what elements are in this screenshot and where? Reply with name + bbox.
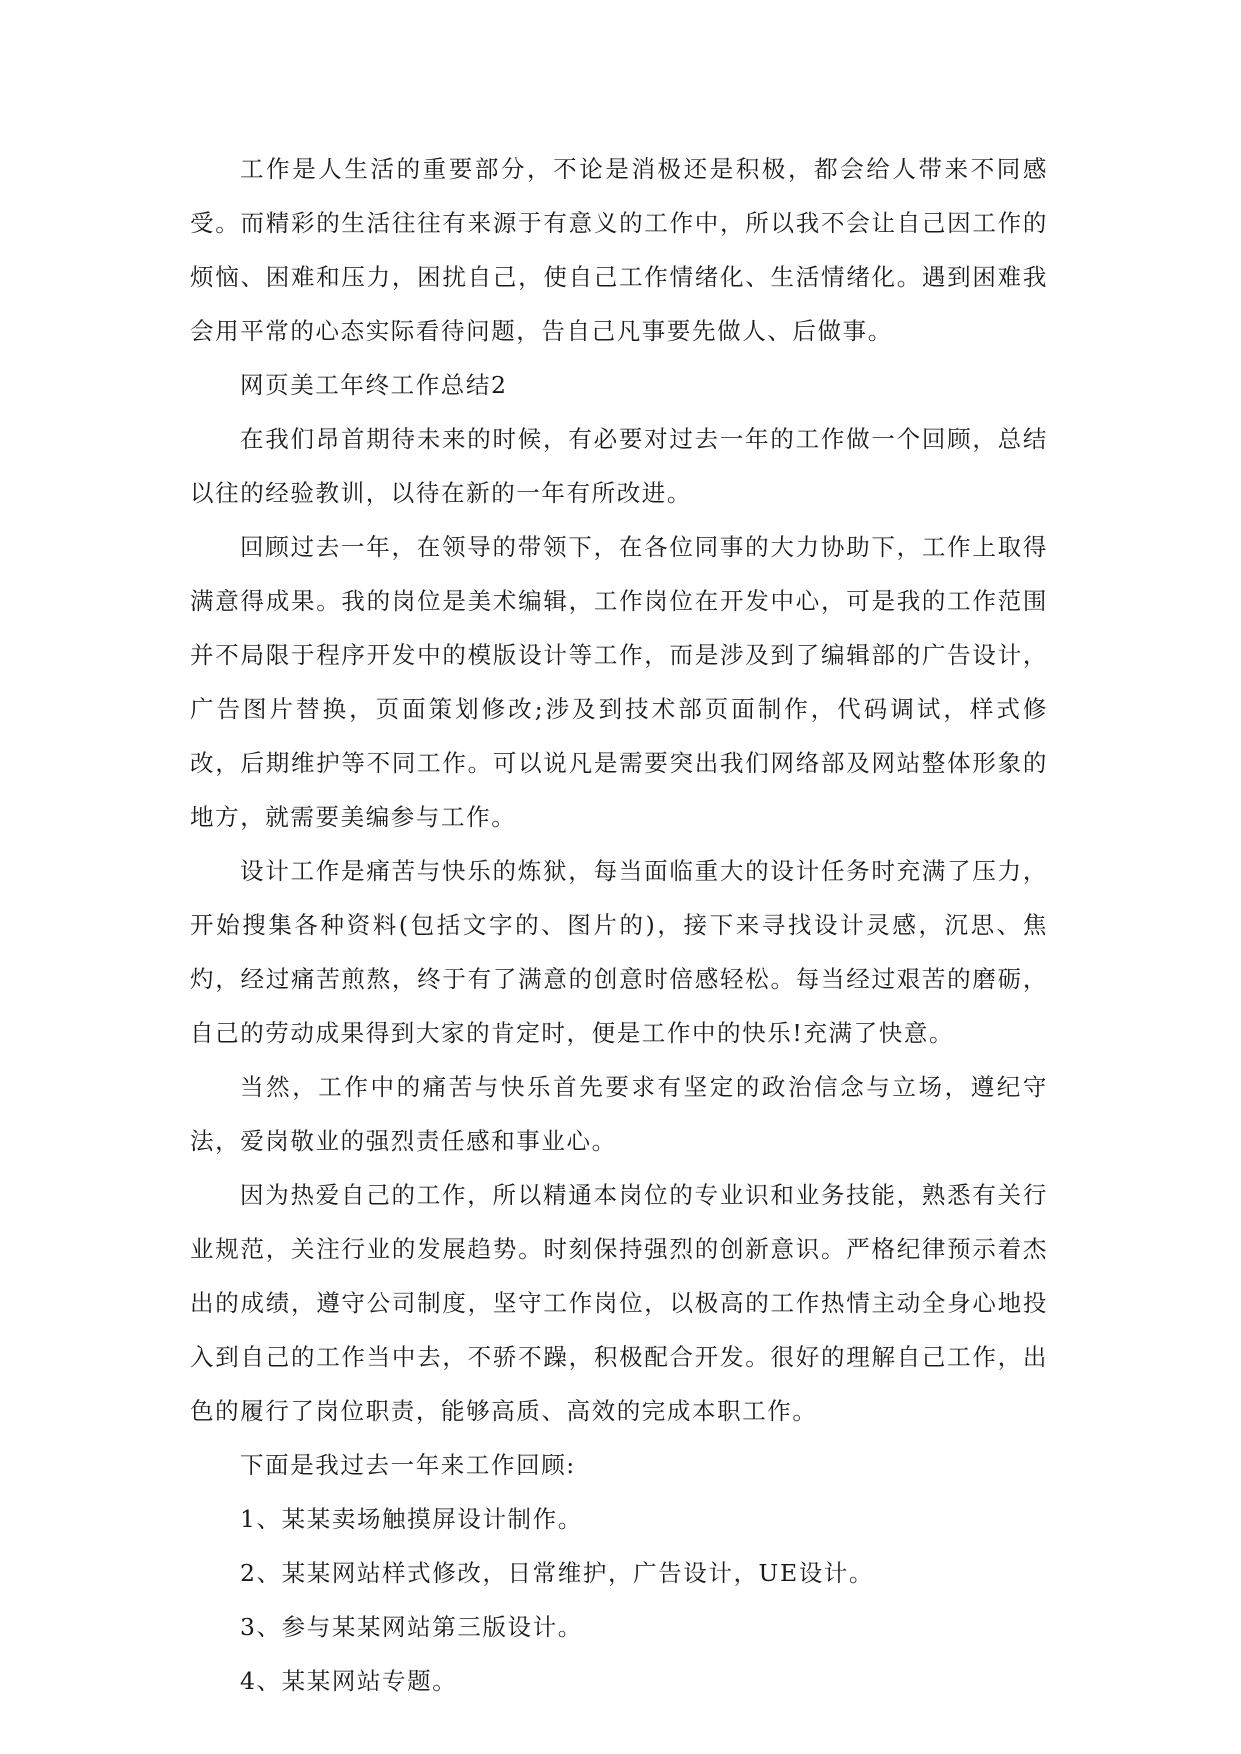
paragraph-design-work: 设计工作是痛苦与快乐的炼狱，每当面临重大的设计任务时充满了压力，开始搜集各种资料(包括文字的、图片的)，接下来寻找设计灵感，沉思、焦灼，经过痛苦煎熬，终于有了满意的创意时倍感轻松。每当经过艰苦的磨砺，自己的劳动成果得到大家的肯定时，便是工作中的快乐!充满了快意。	[190, 857, 1048, 1047]
paragraph-professional-skills: 因为热爱自己的工作，所以精通本岗位的专业识和业务技能，熟悉有关行业规范，关注行业的发展趋势。时刻保持强烈的创新意识。严格纪律预示着杰出的成绩，遵守公司制度，坚守工作岗位，以极高的工作热情主动全身心地投入到自己的工作当中去，不骄不躁，积极配合开发。很好的理解自己工作，出色的履行了岗位职责，能够高质、高效的完成本职工作。	[190, 1181, 1048, 1425]
paragraph-principles: 当然，工作中的痛苦与快乐首先要求有坚定的政治信念与立场，遵纪守法，爱岗敬业的强烈责任感和事业心。	[190, 1073, 1048, 1155]
list-item: 1、某某卖场触摸屏设计制作。	[240, 1505, 583, 1533]
list-item: 3、参与某某网站第三版设计。	[240, 1613, 583, 1641]
list-item: 4、某某网站专题。	[240, 1667, 458, 1695]
section-heading: 网页美工年终工作总结2	[240, 371, 508, 399]
paragraph-review: 回顾过去一年，在领导的带领下，在各位同事的大力协助下，工作上取得满意得成果。我的岗位是美术编辑，工作岗位在开发中心，可是我的工作范围并不局限于程序开发中的模版设计等工作，而是涉及到了编辑部的广告设计，广告图片替换，页面策划修改;涉及到技术部页面制作，代码调试，样式修改，后期维护等不同工作。可以说凡是需要突出我们网络部及网站整体形象的地方，就需要美编参与工作。	[190, 533, 1048, 831]
paragraph-review-intro: 下面是我过去一年来工作回顾:	[240, 1451, 576, 1479]
paragraph-intro: 在我们昂首期待未来的时候，有必要对过去一年的工作做一个回顾，总结以往的经验教训，以待在新的一年有所改进。	[190, 425, 1048, 507]
list-item: 2、某某网站样式修改，日常维护，广告设计，UE设计。	[240, 1559, 875, 1587]
paragraph-work-importance: 工作是人生活的重要部分，不论是消极还是积极，都会给人带来不同感受。而精彩的生活往往有来源于有意义的工作中，所以我不会让自己因工作的烦恼、困难和压力，困扰自己，使自己工作情绪化、生活情绪化。遇到困难我会用平常的心态实际看待问题，告自己凡事要先做人、后做事。	[190, 155, 1048, 345]
document-body	[190, 142, 1048, 1708]
